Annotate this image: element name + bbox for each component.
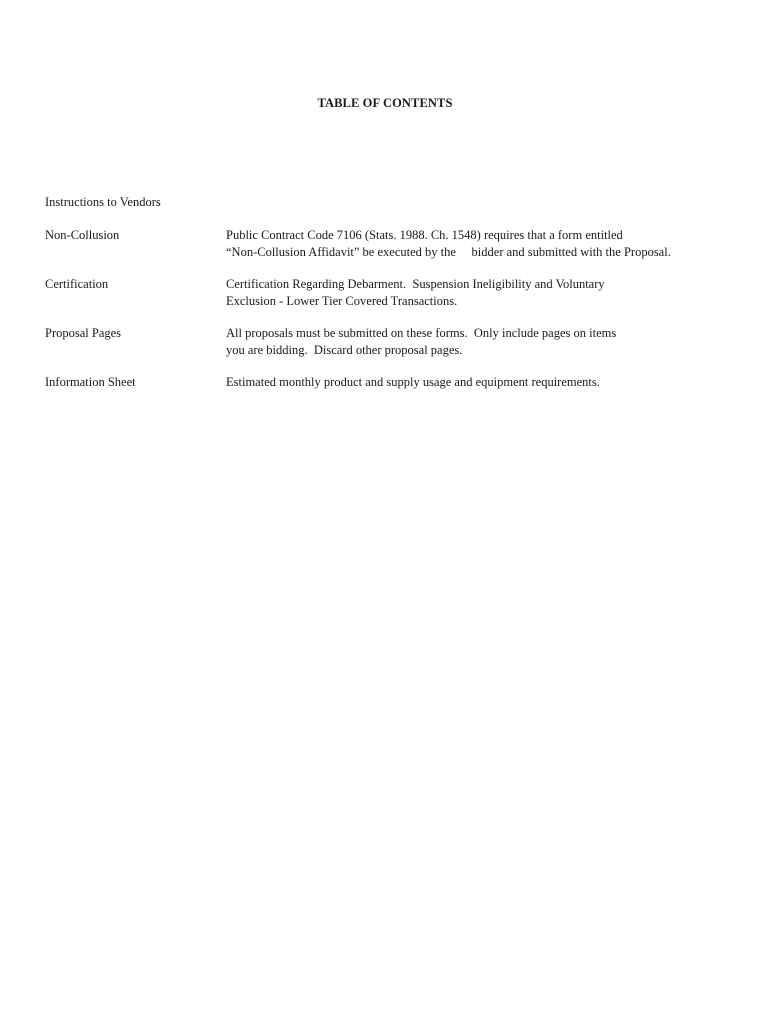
toc-entry-description bbox=[226, 325, 746, 358]
toc-entry-label: Non-Collusion bbox=[45, 228, 120, 242]
page-title: TABLE OF CONTENTS bbox=[317, 96, 453, 110]
description-line: Estimated monthly product and supply usage and equipment requirements. bbox=[226, 375, 600, 389]
toc-entry-description bbox=[226, 227, 746, 260]
toc-entry-description bbox=[226, 276, 746, 309]
description-line: Public Contract Code 7106 (Stats. 1988. Ch. 1548) requires that a form entitled bbox=[226, 228, 623, 242]
description-line: “Non-Collusion Affidavit” be executed by the bidder and submitted with the Proposal. bbox=[226, 244, 671, 259]
intro-heading: Instructions to Vendors bbox=[45, 195, 161, 209]
description-line: Exclusion - Lower Tier Covered Transactions. bbox=[226, 293, 458, 308]
toc-entry-label: Information Sheet bbox=[45, 375, 136, 389]
description-line: All proposals must be submitted on these forms. Only include pages on items bbox=[226, 326, 617, 340]
toc-entry-description bbox=[226, 374, 746, 391]
description-line: you are bidding. Discard other proposal pages. bbox=[226, 342, 463, 357]
toc-entry-label: Proposal Pages bbox=[45, 326, 122, 340]
toc-entry-label: Certification bbox=[45, 277, 109, 291]
description-line: Certification Regarding Debarment. Suspension Ineligibility and Voluntary bbox=[226, 277, 605, 291]
